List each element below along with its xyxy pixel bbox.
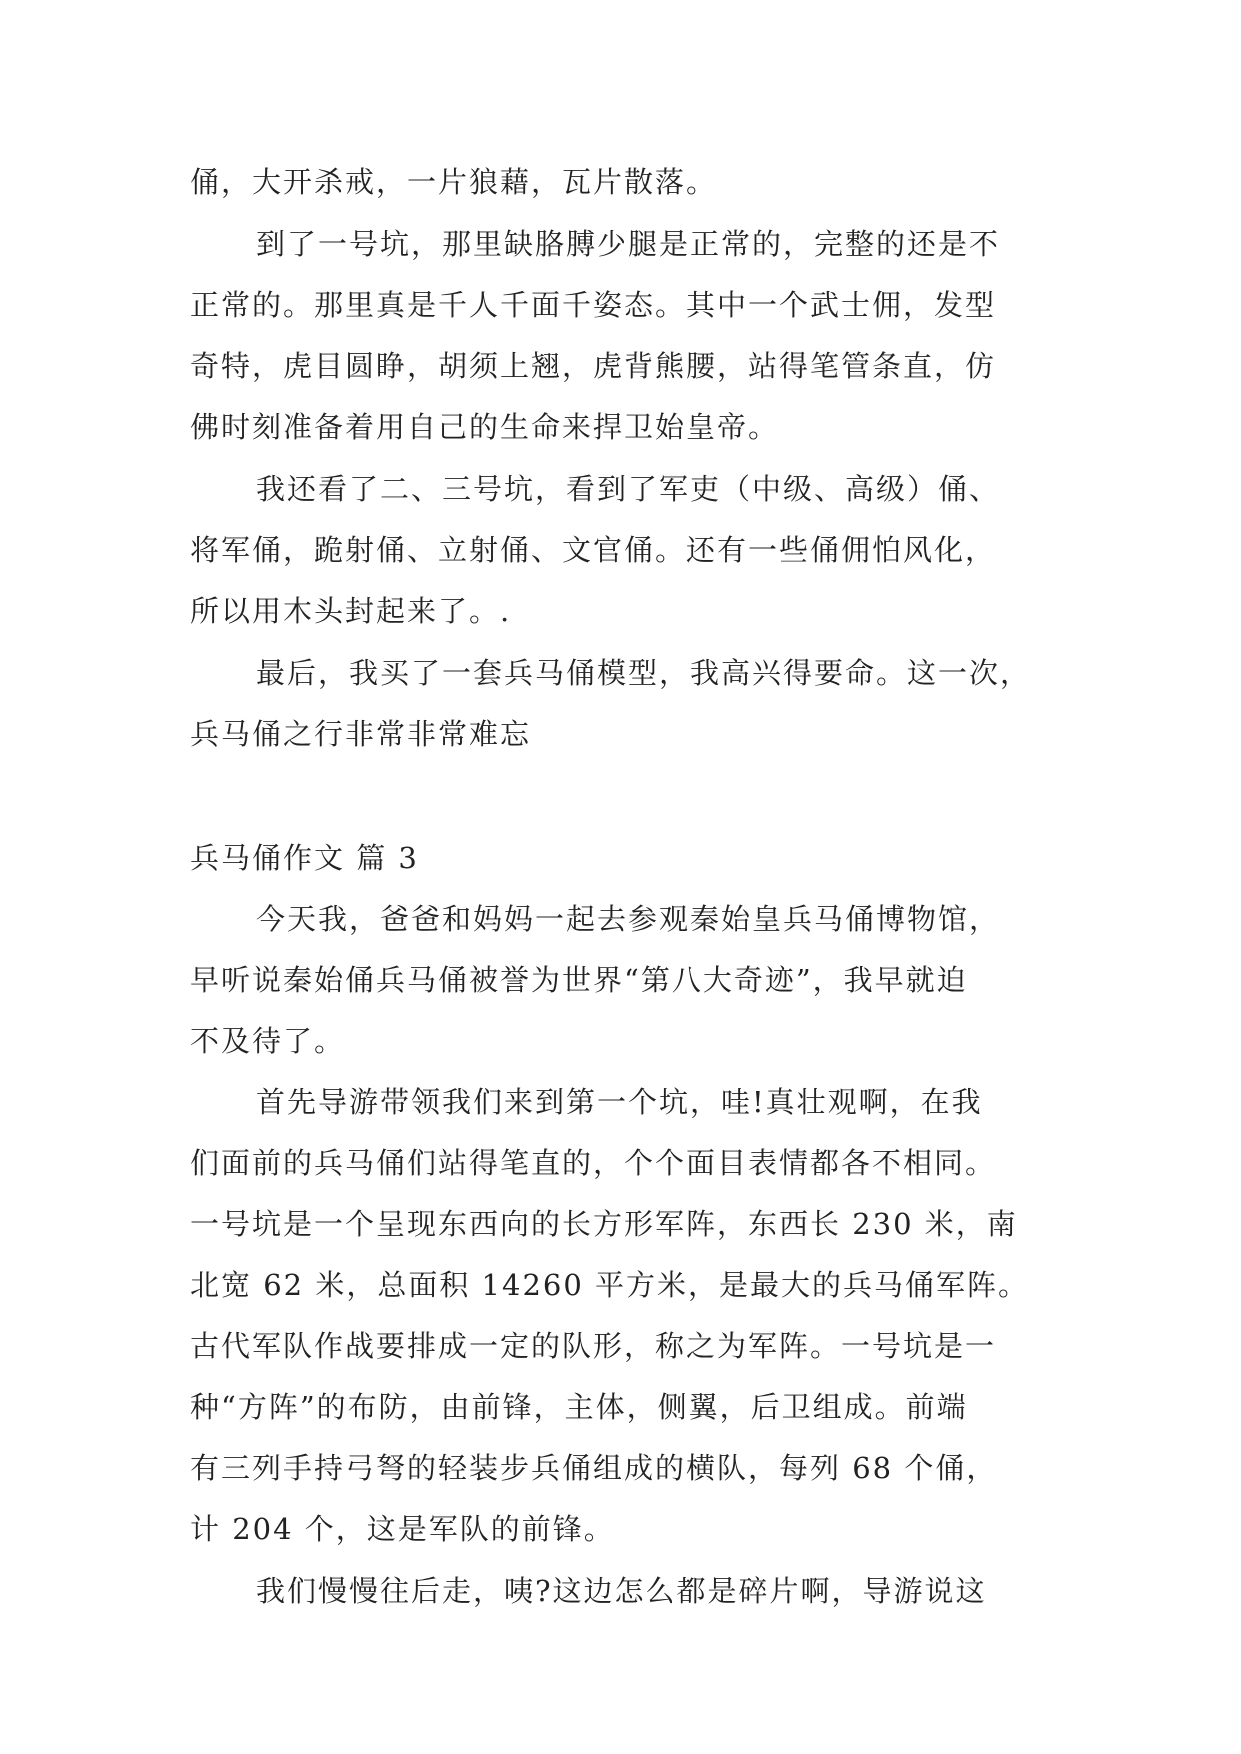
text-line: 佛时刻准备着用自己的生命来捍卫始皇帝。 [190, 410, 780, 444]
text-line: 北宽 62 米，总面积 14260 平方米，是最大的兵马俑军阵。 [190, 1268, 1030, 1302]
paragraph-first-line: 首先导游带领我们来到第一个坑，哇!真壮观啊，在我 [256, 1085, 983, 1119]
text-line: 奇特，虎目圆睁，胡须上翘，虎背熊腰，站得笔管条直，仿 [190, 349, 997, 383]
text-line: 早听说秦始俑兵马俑被誉为世界“第八大奇迹”，我早就迫 [190, 963, 968, 997]
text-line: 将军俑，跪射俑、立射俑、文官俑。还有一些俑佣怕风化， [190, 533, 997, 567]
text-line: 古代军队作战要排成一定的队形，称之为军阵。一号坑是一 [190, 1329, 997, 1363]
paragraph-first-line: 我还看了二、三号坑，看到了军吏（中级、高级）俑、 [256, 472, 1001, 506]
text-line: 种“方阵”的布防，由前锋，主体，侧翼，后卫组成。前端 [190, 1390, 968, 1424]
text-line: 有三列手持弓弩的轻装步兵俑组成的横队，每列 68 个俑， [190, 1451, 998, 1485]
text-line: 计 204 个，这是军队的前锋。 [190, 1512, 615, 1546]
paragraph-first-line: 今天我，爸爸和妈妈一起去参观秦始皇兵马俑博物馆， [256, 902, 1001, 936]
paragraph-first-line: 我们慢慢往后走，咦?这边怎么都是碎片啊，导游说这 [256, 1574, 987, 1608]
paragraph-first-line: 到了一号坑，那里缺胳膊少腿是正常的，完整的还是不 [256, 227, 1001, 261]
text-line: 一号坑是一个呈现东西向的长方形军阵，东西长 230 米，南 [190, 1207, 1018, 1241]
text-line: 所以用木头封起来了。. [190, 594, 512, 628]
paragraph-first-line: 最后，我买了一套兵马俑模型，我高兴得要命。这一次， [256, 656, 1032, 690]
text-line: 们面前的兵马俑们站得笔直的，个个面目表情都各不相同。 [190, 1146, 997, 1180]
text-line: 不及待了。 [190, 1024, 346, 1058]
text-line: 兵马俑之行非常非常难忘 [190, 717, 532, 751]
text-line: 俑，大开杀戒，一片狼藉，瓦片散落。 [190, 165, 718, 199]
text-line: 正常的。那里真是千人千面千姿态。其中一个武士佣，发型 [190, 288, 997, 322]
section-heading: 兵马俑作文 篇 3 [190, 841, 419, 875]
